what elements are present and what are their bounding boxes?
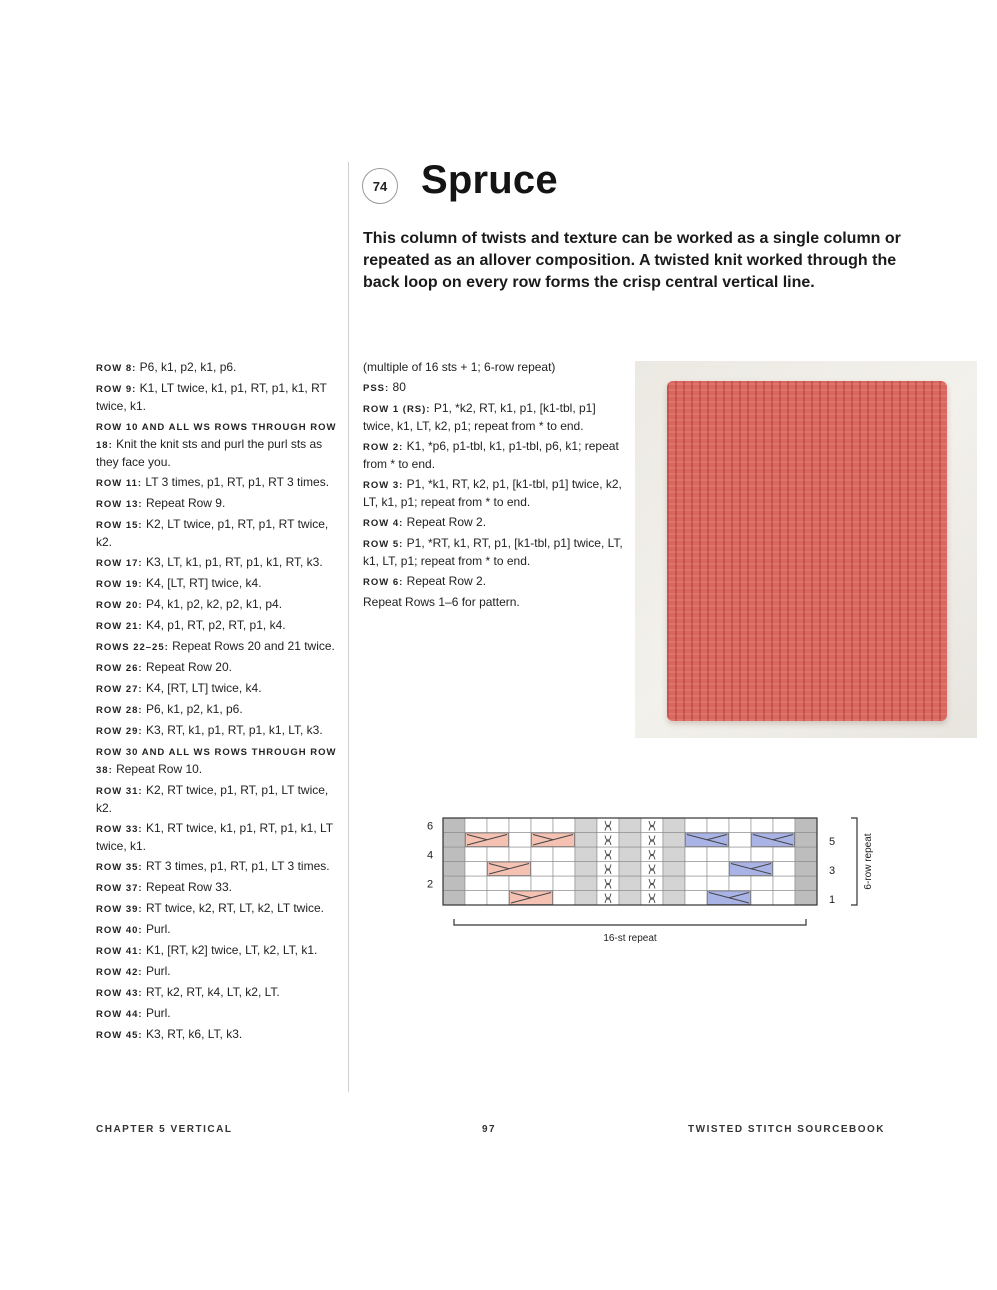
- chart-cell: [795, 876, 817, 891]
- instruction-line: [96, 617, 342, 635]
- chart-cell: [663, 876, 685, 891]
- row-repeat-bracket: [851, 818, 857, 905]
- row-label: ROW 28:: [96, 705, 143, 716]
- row-text: P4, k1, p2, k2, p2, k1, p4.: [145, 597, 283, 611]
- pattern-intro: This column of twists and texture can be worked as a single column or repeated as an allover composition. A twisted knit worked through the back loop on every row forms the crisp central vertical line.: [363, 230, 901, 291]
- row-label: ROW 42:: [96, 967, 143, 978]
- instruction-line: [96, 596, 342, 614]
- row-label: ROW 8:: [96, 363, 137, 374]
- instruction-line: [96, 680, 342, 698]
- chart-cell: [619, 891, 641, 906]
- chart-cell: [575, 862, 597, 877]
- row-label: ROW 45:: [96, 1030, 143, 1041]
- row-text: K4, p1, RT, p2, RT, p1, k4.: [145, 618, 286, 632]
- row-text: Repeat Row 2.: [406, 515, 487, 529]
- instruction-line: [363, 594, 623, 611]
- chart-cell: [773, 891, 795, 906]
- chart-cell: [751, 818, 773, 833]
- pattern-title: Spruce: [421, 158, 558, 202]
- instruction-line: [96, 495, 342, 513]
- footer-chapter: CHAPTER 5 VERTICAL: [96, 1124, 233, 1135]
- chart-cell: [773, 818, 795, 833]
- instruction-line: [96, 638, 342, 656]
- row-label: ROW 9:: [96, 384, 137, 395]
- chart-cell: [663, 891, 685, 906]
- row-text: RT, k2, RT, k4, LT, k2, LT.: [145, 985, 280, 999]
- instruction-line: [363, 359, 623, 376]
- chart-cell: [663, 818, 685, 833]
- chart-cell: [553, 862, 575, 877]
- chart-cell: [729, 833, 751, 848]
- chart-cell: [553, 891, 575, 906]
- chart-cell: [509, 876, 531, 891]
- chart-cell: [685, 818, 707, 833]
- row-text: Repeat Row 9.: [145, 496, 226, 510]
- row-text: K4, [RT, LT] twice, k4.: [145, 681, 262, 695]
- knitted-swatch-image: [667, 381, 947, 721]
- row-repeat-label: 6-row repeat: [863, 833, 874, 890]
- row-text: RT twice, k2, RT, LT, k2, LT twice.: [145, 901, 324, 915]
- instruction-line: [96, 820, 342, 855]
- chart-cell: [707, 818, 729, 833]
- row-label: ROW 3:: [363, 480, 404, 491]
- chart-cell: [685, 847, 707, 862]
- chart-cell: [465, 862, 487, 877]
- row-text: K2, RT twice, p1, RT, p1, LT twice, k2.: [96, 783, 329, 815]
- chart-cell: [487, 818, 509, 833]
- chart-row-number: 5: [829, 836, 836, 848]
- chart-cell: [575, 876, 597, 891]
- row-text: Repeat Row 33.: [145, 880, 232, 894]
- instruction-line: [96, 984, 342, 1002]
- chart-cell: [553, 876, 575, 891]
- row-label: ROW 43:: [96, 988, 143, 999]
- chart-cell: [751, 891, 773, 906]
- instruction-line: [96, 743, 342, 779]
- chart-cell: [509, 818, 531, 833]
- row-text: K3, LT, k1, p1, RT, p1, k1, RT, k3.: [145, 555, 323, 569]
- chart-cell: [509, 847, 531, 862]
- row-text: Purl.: [145, 964, 171, 978]
- chart-cell: [553, 818, 575, 833]
- chart-cell: [443, 818, 465, 833]
- chart-cell: [575, 847, 597, 862]
- footer-page-number: 97: [482, 1124, 497, 1135]
- chart-cell: [729, 847, 751, 862]
- row-label: ROW 5:: [363, 539, 404, 550]
- row-label: ROW 6:: [363, 577, 404, 588]
- row-label: ROW 30 AND ALL WS ROWS THROUGH ROW 38:: [96, 747, 337, 776]
- chart-cell: [619, 847, 641, 862]
- instruction-line: [96, 921, 342, 939]
- instruction-line: [96, 418, 342, 471]
- instruction-line: [363, 400, 623, 435]
- chart-cell: [663, 833, 685, 848]
- chart-cell: [619, 818, 641, 833]
- chart-cell: [575, 818, 597, 833]
- chart-cell: [575, 833, 597, 848]
- instruction-line: [96, 359, 342, 377]
- row-text: Purl.: [145, 922, 171, 936]
- chart-cell: [531, 862, 553, 877]
- instruction-line: [363, 438, 623, 473]
- row-label: ROW 13:: [96, 499, 143, 510]
- chart-cell: [443, 876, 465, 891]
- chart-cell: [795, 862, 817, 877]
- row-label: ROW 11:: [96, 478, 143, 489]
- chart-cell: [553, 847, 575, 862]
- instruction-line: [363, 514, 623, 532]
- instruction-line: [96, 722, 342, 740]
- row-text: K2, LT twice, p1, RT, p1, RT twice, k2.: [96, 517, 329, 549]
- chart-cell: [773, 876, 795, 891]
- chart-cell: [531, 876, 553, 891]
- chart-cell: [707, 847, 729, 862]
- row-text: 80: [392, 380, 406, 394]
- pattern-number-badge: 74: [362, 168, 398, 204]
- row-text: K3, RT, k1, p1, RT, p1, k1, LT, k3.: [145, 723, 323, 737]
- chart-cell: [729, 818, 751, 833]
- chart-cell: [795, 833, 817, 848]
- row-text: K1, [RT, k2] twice, LT, k2, LT, k1.: [145, 943, 318, 957]
- row-label: ROWS 22–25:: [96, 642, 169, 653]
- column-divider: [348, 162, 349, 1092]
- row-label: ROW 41:: [96, 946, 143, 957]
- row-label: ROW 20:: [96, 600, 143, 611]
- row-label: ROW 39:: [96, 904, 143, 915]
- chart-cell: [751, 847, 773, 862]
- stitch-chart: [415, 810, 875, 950]
- row-label: ROW 4:: [363, 518, 404, 529]
- row-label: ROW 2:: [363, 442, 404, 453]
- chart-cell: [619, 833, 641, 848]
- row-text: K4, [LT, RT] twice, k4.: [145, 576, 262, 590]
- row-text: P1, *RT, k1, RT, p1, [k1-tbl, p1] twice, LT, k1, LT, p1; repeat from * to end.: [363, 536, 623, 568]
- chart-cell: [465, 891, 487, 906]
- row-text: RT 3 times, p1, RT, p1, LT 3 times.: [145, 859, 330, 873]
- row-label: ROW 29:: [96, 726, 143, 737]
- row-label: PSS:: [363, 383, 390, 394]
- chart-cell: [509, 833, 531, 848]
- instruction-line: [96, 963, 342, 981]
- instruction-line: [96, 879, 342, 897]
- chart-cell: [773, 847, 795, 862]
- row-text: Repeat Row 10.: [116, 762, 203, 776]
- continued-instructions: [96, 359, 342, 1047]
- chart-cell: [465, 847, 487, 862]
- instruction-line: [96, 942, 342, 960]
- row-label: ROW 19:: [96, 579, 143, 590]
- row-label: ROW 37:: [96, 883, 143, 894]
- row-text: Knit the knit sts and purl the purl sts as they face you.: [96, 437, 323, 469]
- chart-row-number: 2: [427, 878, 434, 891]
- instruction-line: [363, 379, 623, 397]
- chart-cell: [751, 876, 773, 891]
- row-label: ROW 21:: [96, 621, 143, 632]
- row-label: ROW 27:: [96, 684, 143, 695]
- chart-cell: [685, 876, 707, 891]
- instruction-line: [96, 782, 342, 817]
- row-label: ROW 26:: [96, 663, 143, 674]
- chart-cell: [619, 876, 641, 891]
- instruction-line: [96, 1026, 342, 1044]
- chart-cell: [443, 847, 465, 862]
- row-text: P1, *k1, RT, k2, p1, [k1-tbl, p1] twice, k2, LT, k1, p1; repeat from * to end.: [363, 477, 622, 509]
- chart-cell: [795, 818, 817, 833]
- row-text: Repeat Row 2.: [406, 574, 487, 588]
- row-text: LT 3 times, p1, RT, p1, RT 3 times.: [145, 475, 330, 489]
- chart-cell: [443, 862, 465, 877]
- instruction-line: [96, 575, 342, 593]
- chart-cell: [619, 862, 641, 877]
- chart-row-number: 1: [829, 894, 836, 906]
- row-text: (multiple of 16 sts + 1; 6-row repeat): [363, 360, 556, 374]
- row-label: ROW 35:: [96, 862, 143, 873]
- instruction-line: [96, 1005, 342, 1023]
- instruction-line: [363, 476, 623, 511]
- row-text: P6, k1, p2, k1, p6.: [145, 702, 243, 716]
- chart-cell: [487, 847, 509, 862]
- chart-cell: [685, 862, 707, 877]
- row-label: ROW 44:: [96, 1009, 143, 1020]
- chart-cell: [685, 891, 707, 906]
- chart-cell: [487, 876, 509, 891]
- instruction-line: [363, 573, 623, 591]
- row-text: Repeat Rows 1–6 for pattern.: [363, 595, 520, 609]
- stitch-repeat-bracket: [454, 919, 806, 925]
- row-text: Repeat Row 20.: [145, 660, 232, 674]
- pattern-instructions: [363, 359, 623, 614]
- chart-cell: [531, 847, 553, 862]
- stitch-repeat-label: 16-st repeat: [603, 933, 657, 944]
- instruction-line: [96, 858, 342, 876]
- instruction-line: [96, 554, 342, 572]
- chart-cell: [465, 818, 487, 833]
- row-label: ROW 15:: [96, 520, 143, 531]
- chart-row-number: 3: [829, 865, 836, 877]
- chart-row-number: 6: [427, 820, 434, 833]
- row-label: ROW 17:: [96, 558, 143, 569]
- chart-cell: [795, 847, 817, 862]
- chart-cell: [531, 818, 553, 833]
- row-text: K1, LT twice, k1, p1, RT, p1, k1, RT twice, k1.: [96, 381, 327, 413]
- chart-cell: [443, 833, 465, 848]
- row-label: ROW 31:: [96, 786, 143, 797]
- row-text: K1, RT twice, k1, p1, RT, p1, k1, LT twice, k1.: [96, 821, 333, 853]
- row-label: ROW 1 (RS):: [363, 404, 431, 415]
- instruction-line: [96, 701, 342, 719]
- row-text: K3, RT, k6, LT, k3.: [145, 1027, 243, 1041]
- instruction-line: [96, 474, 342, 492]
- row-label: ROW 10 AND ALL WS ROWS THROUGH ROW 18:: [96, 422, 337, 451]
- chart-cell: [729, 876, 751, 891]
- row-label: ROW 33:: [96, 824, 143, 835]
- chart-cell: [575, 891, 597, 906]
- row-text: Repeat Rows 20 and 21 twice.: [172, 639, 335, 653]
- instruction-line: [363, 535, 623, 570]
- instruction-line: [96, 900, 342, 918]
- swatch-photo: [635, 361, 977, 738]
- chart-cell: [443, 891, 465, 906]
- chart-cell: [487, 891, 509, 906]
- instruction-line: [96, 659, 342, 677]
- row-text: K1, *p6, p1-tbl, k1, p1-tbl, p6, k1; repeat from * to end.: [363, 439, 619, 471]
- chart-cell: [795, 891, 817, 906]
- row-label: ROW 40:: [96, 925, 143, 936]
- chart-cell: [707, 876, 729, 891]
- instruction-line: [96, 380, 342, 415]
- chart-cell: [663, 847, 685, 862]
- chart-cell: [465, 876, 487, 891]
- chart-cell: [707, 862, 729, 877]
- chart-row-number: 4: [427, 849, 434, 862]
- chart-cell: [773, 862, 795, 877]
- row-text: P6, k1, p2, k1, p6.: [139, 360, 237, 374]
- chart-cell: [663, 862, 685, 877]
- row-text: Purl.: [145, 1006, 171, 1020]
- instruction-line: [96, 516, 342, 551]
- row-text: P1, *k2, RT, k1, p1, [k1-tbl, p1] twice, k1, LT, k2, p1; repeat from * to end.: [363, 401, 596, 433]
- footer-book-title: TWISTED STITCH SOURCEBOOK: [688, 1124, 885, 1135]
